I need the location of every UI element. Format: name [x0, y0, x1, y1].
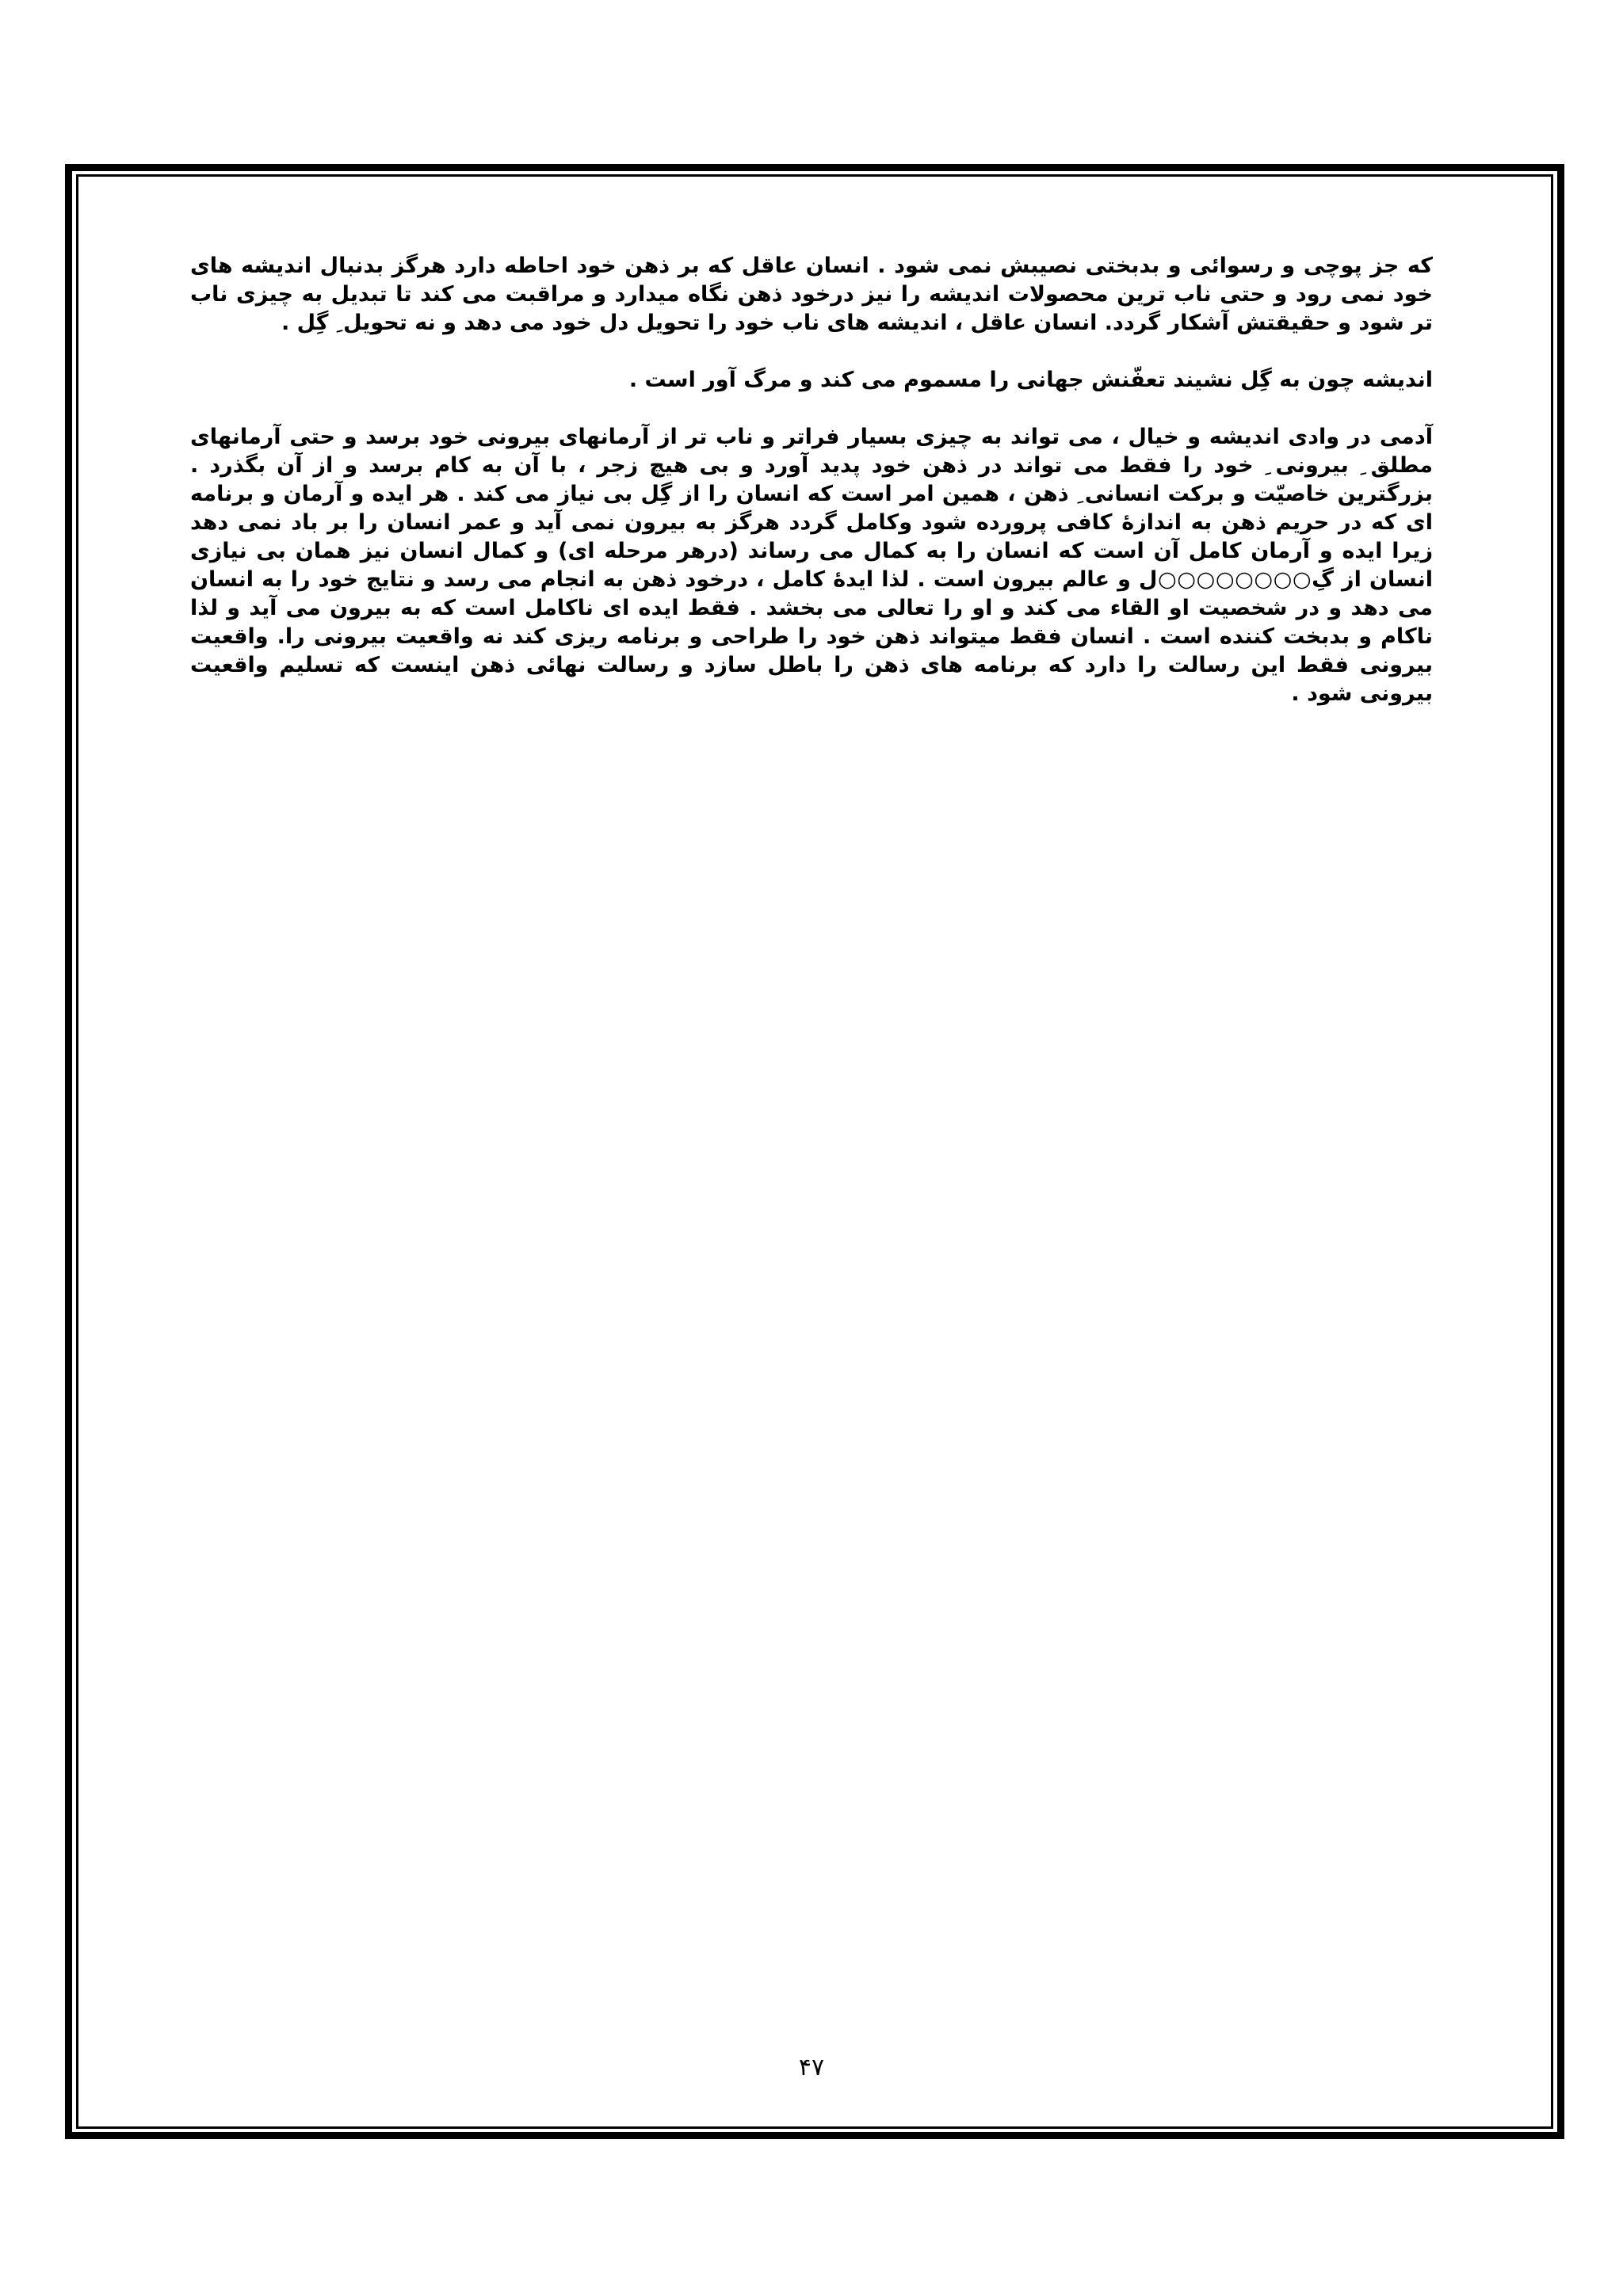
paragraph-1: که جز پوچی و رسوائی و بدبختی نصیبش نمی شود . انسان عاقل که بر ذهن خود احاطه دارد هرگز بدنبال اندیشه های خود نمی رود و حتی ناب ترین محصولات اندیشه را نیز درخود ذهن نگاه میدارد و مراقبت می کند تا تبدیل به چیزی ناب تر شود و حقیقتش آشکار گردد. انسان عاقل ، اندیشه های ناب خود را تحویل دل خود می دهد و نه تحویل ِ گِل . [190, 254, 1433, 335]
body-text [190, 252, 1433, 737]
page-number: ۴۷ [798, 2054, 825, 2081]
paragraph-3: آدمی در وادی اندیشه و خیال ، می تواند به چیزی بسیار فراتر و ناب تر از آرمانهای بیرونی خود برسد و حتی آرمانهای مطلق ِ بیرونی ِ خود را فقط می تواند در ذهن خود پدید آورد و بی هیچ زجر ، با آن به کام برسد و از آن بگذرد . بزرگترین خاصیّت و برکت انسانی ِ ذهن ، همین امر است که انسان را از گِل بی نیاز می کند . هر ایده و آرمان و برنامه ای که در حریم ذهن به اندازهٔ کافی پرورده شود وکامل گردد هرگز به بیرون نمی آید و عمر انسان را بر باد نمی دهد زیرا ایده و آرمان کامل آن است که انسان را به کمال می رساند (درهر مرحله ای) و کمال انسان نیز همان بی نیازی انسان از گِ○○○○○○○○ل و عالم بیرون است . لذا ایدهٔ کامل ، درخود ذهن به انجام می رسد و نتایج خود را به انسان می دهد و در شخصیت او القاء می کند و او را تعالی می بخشد . فقط ایده ای ناکامل است که به بیرون می آید و لذا ناکام و بدبخت کننده است . انسان فقط میتواند ذهن خود را طراحی و برنامه ریزی کند نه واقعیت بیرونی را. واقعیت بیرونی فقط این رسالت را دارد که برنامه های ذهن را باطل سازد و رسالت نهائی ذهن اینست که تسلیم واقعیت بیرونی شود . [190, 425, 1433, 706]
paragraph-2: اندیشه چون به گِل نشیند تعفّنش جهانی را مسموم می کند و مرگ آور است . [628, 368, 1433, 392]
